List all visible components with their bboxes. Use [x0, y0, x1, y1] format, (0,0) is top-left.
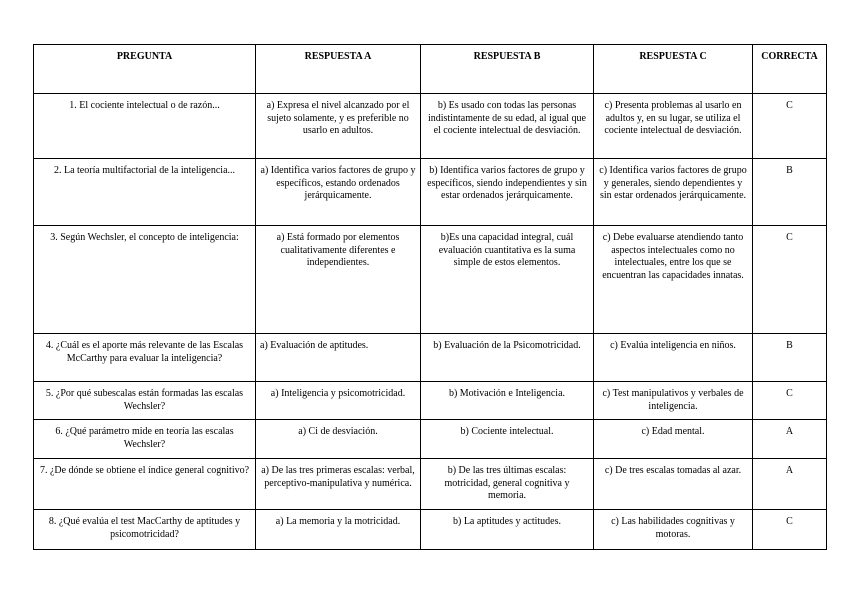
correct-answer-cell: A — [753, 420, 827, 459]
table-row — [34, 226, 827, 334]
answer-b-cell: b) Es usado con todas las personas indistintamente de su edad, al igual que el cociente intelectual de desviación. — [421, 94, 594, 159]
table-row — [34, 459, 827, 510]
correct-answer-cell: B — [753, 334, 827, 382]
question-cell: 8. ¿Qué evalúa el test MacCarthy de aptitudes y psicomotricidad? — [34, 510, 256, 550]
quiz-table — [33, 44, 827, 550]
table-row — [34, 334, 827, 382]
answer-c-cell: c) Test manipulativos y verbales de inteligencia. — [594, 382, 753, 420]
answer-c-cell: c) Las habilidades cognitivas y motoras. — [594, 510, 753, 550]
answer-a-cell: a) Ci de desviación. — [256, 420, 421, 459]
header-pregunta: PREGUNTA — [34, 45, 256, 94]
answer-c-cell: c) Debe evaluarse atendiendo tanto aspectos intelectuales como no intelectuales, entre los que se encuentran las capacidades innatas. — [594, 226, 753, 334]
answer-c-cell: c) De tres escalas tomadas al azar. — [594, 459, 753, 510]
question-cell: 3. Según Wechsler, el concepto de inteligencia: — [34, 226, 256, 334]
answer-b-cell: b)Es una capacidad integral, cuál evaluación cuantitativa es la suma simple de estos elementos. — [421, 226, 594, 334]
correct-answer-cell: C — [753, 226, 827, 334]
answer-a-cell: a) Está formado por elementos cualitativamente diferentes e independientes. — [256, 226, 421, 334]
answer-b-cell: b) Evaluación de la Psicomotricidad. — [421, 334, 594, 382]
correct-answer-cell: C — [753, 382, 827, 420]
table-row — [34, 420, 827, 459]
answer-c-cell: c) Presenta problemas al usarlo en adultos y, en su lugar, se utiliza el cociente intelectual de desviación. — [594, 94, 753, 159]
answer-a-cell: a) Evaluación de aptitudes. — [256, 334, 421, 382]
answer-c-cell: c) Edad mental. — [594, 420, 753, 459]
table-row — [34, 382, 827, 420]
answer-b-cell: b) Cociente intelectual. — [421, 420, 594, 459]
answer-b-cell: b) De las tres últimas escalas: motricidad, general cognitiva y memoria. — [421, 459, 594, 510]
question-cell: 6. ¿Qué parámetro mide en teoría las escalas Wechsler? — [34, 420, 256, 459]
header-correcta: CORRECTA — [753, 45, 827, 94]
answer-c-cell: c) Evalúa inteligencia en niños. — [594, 334, 753, 382]
header-respuesta-a: RESPUESTA A — [256, 45, 421, 94]
answer-b-cell: b) Identifica varios factores de grupo y específicos, siendo independientes y sin estar ordenados jerárquicamente. — [421, 159, 594, 226]
question-cell: 5. ¿Por qué subescalas están formadas las escalas Wechsler? — [34, 382, 256, 420]
answer-a-cell: a) Identifica varios factores de grupo y específicos, estando ordenados jerárquicamente. — [256, 159, 421, 226]
question-cell: 4. ¿Cuál es el aporte más relevante de las Escalas McCarthy para evaluar la inteligencia? — [34, 334, 256, 382]
correct-answer-cell: A — [753, 459, 827, 510]
answer-b-cell: b) La aptitudes y actitudes. — [421, 510, 594, 550]
table-row — [34, 510, 827, 550]
table-row — [34, 94, 827, 159]
correct-answer-cell: C — [753, 94, 827, 159]
answer-a-cell: a) Expresa el nivel alcanzado por el sujeto solamente, y es preferible no usarlo en adultos. — [256, 94, 421, 159]
question-cell: 2. La teoría multifactorial de la inteligencia... — [34, 159, 256, 226]
question-cell: 1. El cociente intelectual o de razón... — [34, 94, 256, 159]
correct-answer-cell: C — [753, 510, 827, 550]
answer-a-cell: a) La memoria y la motricidad. — [256, 510, 421, 550]
answer-b-cell: b) Motivación e Inteligencia. — [421, 382, 594, 420]
answer-c-cell: c) Identifica varios factores de grupo y generales, siendo dependientes y sin estar ordenados jerárquicamente. — [594, 159, 753, 226]
table-row — [34, 159, 827, 226]
header-respuesta-b: RESPUESTA B — [421, 45, 594, 94]
answer-a-cell: a) De las tres primeras escalas: verbal, perceptivo-manipulativa y numérica. — [256, 459, 421, 510]
header-row — [34, 45, 827, 94]
question-cell: 7. ¿De dónde se obtiene el índice general cognitivo? — [34, 459, 256, 510]
correct-answer-cell: B — [753, 159, 827, 226]
answer-a-cell: a) Inteligencia y psicomotricidad. — [256, 382, 421, 420]
header-respuesta-c: RESPUESTA C — [594, 45, 753, 94]
